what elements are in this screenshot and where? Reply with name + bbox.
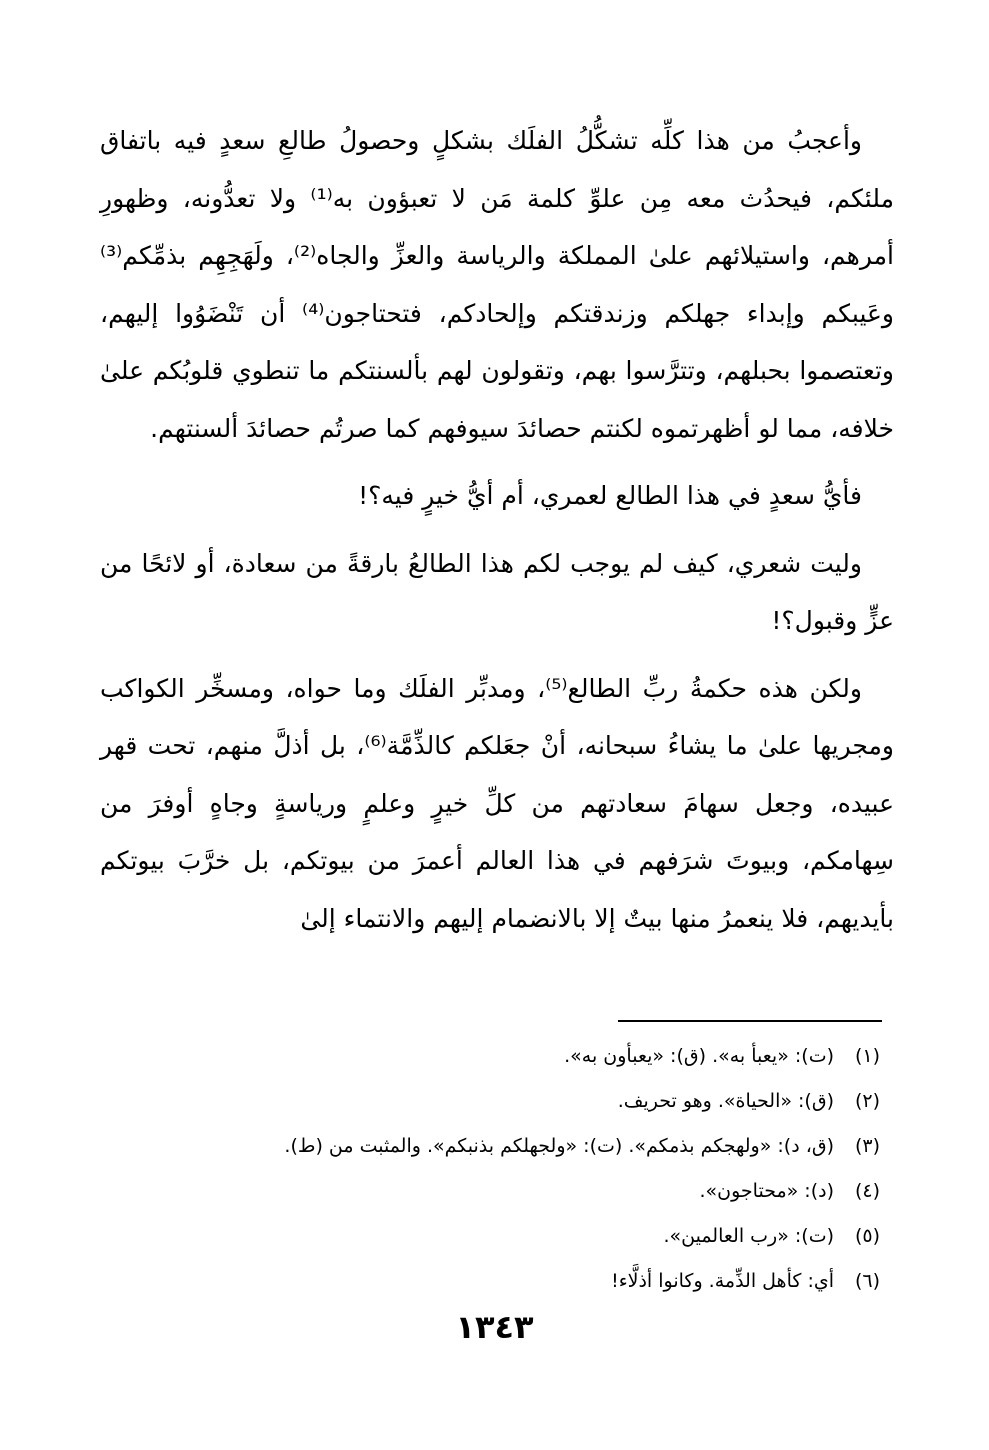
footnote-text: (ق): «الحياة». وهو تحريف.	[617, 1090, 834, 1112]
footnote-number: (٣)	[854, 1135, 880, 1157]
footnote-6	[100, 1259, 880, 1304]
footnote-4	[100, 1169, 880, 1214]
paragraph-4: ولكن هذه حكمةُ ربِّ الطالع⁽⁵⁾، ومدبِّر الفلَك وما حواه، ومسخِّر الكواكب ومجريها علىٰ ما يشاءُ سبحانه، أنْ جعَلكم كالذِّمَّة⁽⁶⁾، بل أذلَّ منهم، تحت قهر عبيده، وجعل سهامَ سعادتهم من كلِّ خيرٍ وعلمٍ ورياسةٍ وجاهٍ أوفرَ من سِهامكم، وبيوتَ شرَفهم في هذا العالم أعمرَ من بيوتكم، بل خرَّبَ بيوتكم بأيديهم، فلا ينعمرُ منها بيتٌ إلا بالانضمام إليهم والانتماء إلىٰ	[100, 673, 894, 933]
paragraph-1: وأعجبُ من هذا كلِّه تشكُّلُ الفلَك بشكلٍ وحصولُ طالعِ سعدٍ فيه باتفاق ملئكم، فيحدُث معه مِن علوِّ كلمة مَن لا تعبؤون به⁽¹⁾ ولا تعدُّونه، وظهورِ أمرهم، واستيلائهم علىٰ المملكة والرياسة والعزِّ والجاه⁽²⁾، ولَهَجِهِم بذمِّكم⁽³⁾ وعَيبكم وإبداء جهلكم وزندقتكم وإلحادكم، فتحتاجون⁽⁴⁾ أن تَنْضَوُوا إليهم، وتعتصموا بحبلهم، وتترَّسوا بهم، وتقولون لهم بألسنتكم ما تنطوي قلوبُكم علىٰ خلافه، مما لو أظهرتموه لكنتم حصائدَ سيوفهم كما صرتُم حصائدَ ألسنتهم.	[100, 126, 895, 443]
footnote-text: (ت): «يعبأ به». (ق): «يعبأون به».	[564, 1045, 834, 1067]
footnote-text: (ت): «رب العالمين».	[663, 1225, 834, 1247]
footnote-5	[100, 1214, 880, 1259]
footnote-3	[100, 1124, 880, 1169]
footnote-1	[100, 1034, 880, 1079]
footnote-text: (ق، د): «ولهجكم بذمكم». (ت): «ولجهلكم بذنبكم». والمثبت من (ط).	[284, 1135, 834, 1157]
footnote-divider	[618, 1020, 882, 1022]
page-number: ١٣٤٣	[455, 1308, 534, 1346]
footnote-number: (١)	[854, 1045, 880, 1067]
footnote-number: (٥)	[854, 1225, 880, 1247]
footnote-number: (٤)	[854, 1180, 880, 1202]
footnote-number: (٢)	[854, 1090, 880, 1112]
footnote-number: (٦)	[854, 1270, 880, 1292]
paragraph-3: وليت شعري، كيف لم يوجب لكم هذا الطالعُ بارقةً من سعادة، أو لائحًا من عزٍّ وقبول؟!	[100, 548, 894, 635]
main-text	[100, 112, 894, 947]
footnote-2	[100, 1079, 880, 1124]
footnotes	[100, 1034, 880, 1304]
footnote-text: (د): «محتاجون».	[699, 1180, 834, 1202]
paragraph-2: فأيُّ سعدٍ في هذا الطالع لعمري، أم أيُّ خيرٍ فيه؟!	[358, 481, 862, 510]
footnote-text: أي: كأهل الذِّمة. وكانوا أذلَّاء!	[611, 1270, 834, 1292]
